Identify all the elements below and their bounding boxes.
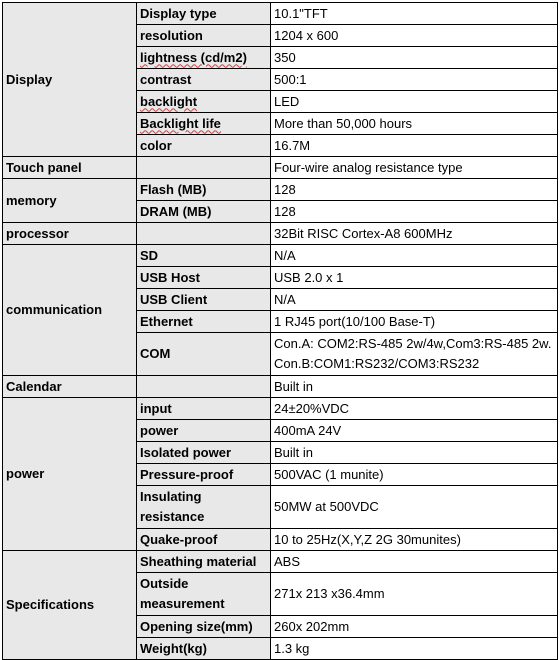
row-value: 24±20%VDC [271, 398, 558, 420]
row-label: Ethernet [137, 311, 271, 333]
group-touch-panel: Touch panel [3, 157, 137, 179]
row-label: color [137, 135, 271, 157]
table-row [3, 179, 558, 201]
row-value: 128 [271, 201, 558, 223]
row-value: 16.7M [271, 135, 558, 157]
table-row [3, 3, 558, 25]
table-row [3, 376, 558, 398]
row-label: COM [137, 333, 271, 376]
row-label: Flash (MB) [137, 179, 271, 201]
row-value: Built in [271, 376, 558, 398]
row-value: 500:1 [271, 69, 558, 91]
row-value: 500VAC (1 munite) [271, 464, 558, 486]
table-row [3, 398, 558, 420]
row-label: Sheathing material [137, 551, 271, 573]
row-value: 1 RJ45 port(10/100 Base-T) [271, 311, 558, 333]
table-row [3, 157, 558, 179]
group-specifications: Specifications [3, 551, 137, 660]
spec-table [2, 2, 558, 660]
row-value: Built in [271, 442, 558, 464]
row-value: LED [271, 91, 558, 113]
row-label [137, 376, 271, 398]
table-row [3, 551, 558, 573]
row-label: Display type [137, 3, 271, 25]
group-memory: memory [3, 179, 137, 223]
group-calendar: Calendar [3, 376, 137, 398]
row-value: ABS [271, 551, 558, 573]
row-label [137, 157, 271, 179]
row-label: USB Host [137, 267, 271, 289]
row-value: Con.A: COM2:RS-485 2w/4w,Com3:RS-485 2w. Con.B:COM1:RS232/COM3:RS232 [271, 333, 558, 376]
row-label: Insulating resistance [137, 486, 271, 529]
row-value: Four-wire analog resistance type [271, 157, 558, 179]
row-label [137, 223, 271, 245]
row-label: Pressure-proof [137, 464, 271, 486]
row-value: USB 2.0 x 1 [271, 267, 558, 289]
row-label: resolution [137, 25, 271, 47]
group-processor: processor [3, 223, 137, 245]
row-label: input [137, 398, 271, 420]
row-label: contrast [137, 69, 271, 91]
row-value: 50MW at 500VDC [271, 486, 558, 529]
row-label: Outside measurement [137, 573, 271, 616]
row-label: Quake-proof [137, 529, 271, 551]
row-label: Backlight life [137, 113, 271, 135]
row-value: 1.3 kg [271, 638, 558, 660]
row-label: SD [137, 245, 271, 267]
row-value: 260x 202mm [271, 616, 558, 638]
row-label: backlight [137, 91, 271, 113]
group-power: power [3, 398, 137, 551]
row-value: More than 50,000 hours [271, 113, 558, 135]
row-value: 10.1"TFT [271, 3, 558, 25]
row-value: 271x 213 x36.4mm [271, 573, 558, 616]
row-value: 350 [271, 47, 558, 69]
row-value: N/A [271, 289, 558, 311]
row-label: power [137, 420, 271, 442]
row-label: USB Client [137, 289, 271, 311]
row-label: Weight(kg) [137, 638, 271, 660]
group-display: Display [3, 3, 137, 157]
row-label: DRAM (MB) [137, 201, 271, 223]
row-label: lightness (cd/m2) [137, 47, 271, 69]
row-label: Opening size(mm) [137, 616, 271, 638]
row-value: 400mA 24V [271, 420, 558, 442]
table-row [3, 245, 558, 267]
row-value: N/A [271, 245, 558, 267]
row-value: 1204 x 600 [271, 25, 558, 47]
table-row [3, 223, 558, 245]
row-label: Isolated power [137, 442, 271, 464]
row-value: 32Bit RISC Cortex-A8 600MHz [271, 223, 558, 245]
group-communication: communication [3, 245, 137, 376]
row-value: 128 [271, 179, 558, 201]
row-value: 10 to 25Hz(X,Y,Z 2G 30munites) [271, 529, 558, 551]
